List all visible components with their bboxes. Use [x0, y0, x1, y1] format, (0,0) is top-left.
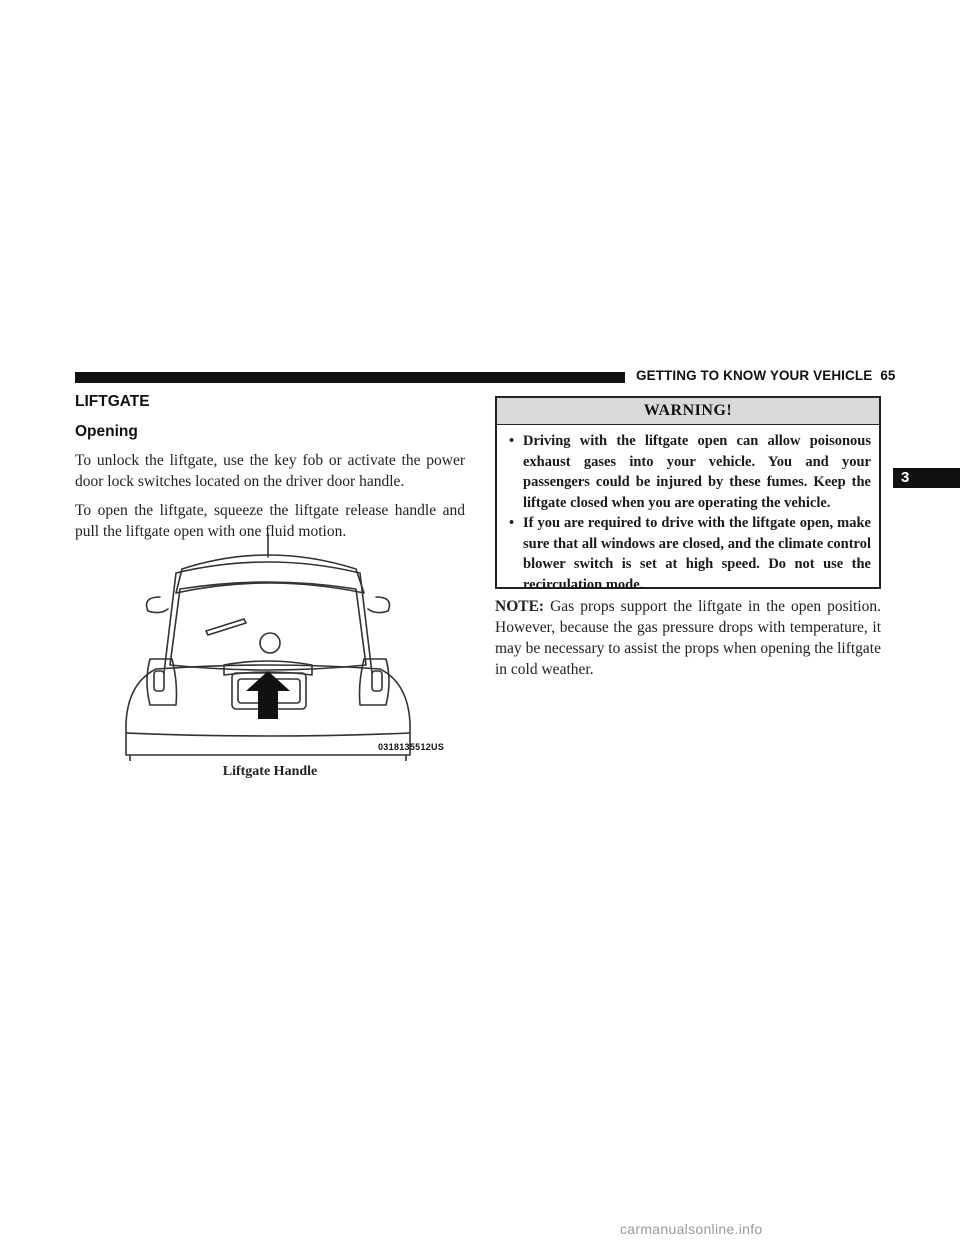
paragraph-unlock: To unlock the liftgate, use the key fob or activate the power door lock switches located on the driver door handle. — [75, 452, 465, 490]
warning-box — [495, 396, 881, 593]
page-number: 65 — [880, 368, 896, 383]
subsection-title: Opening — [75, 423, 138, 440]
warning-heading: WARNING! — [497, 398, 879, 425]
rear-window-frame — [164, 562, 372, 673]
bullet-icon: • — [509, 515, 515, 531]
running-header — [636, 368, 896, 383]
note-label: NOTE: — [495, 598, 545, 615]
warning-item: • Driving with the liftgate open can allow poisonous exhaust gases into your vehicle. You and your passengers could be injured by these fumes. Keep the liftgate closed when you are operating the vehicle. — [509, 433, 871, 511]
roof-spoiler — [176, 555, 364, 593]
header-rule — [75, 372, 625, 383]
left-column — [75, 392, 465, 542]
wiper-blade — [206, 619, 246, 635]
note-text: Gas props support the liftgate in the open position. However, because the gas pressure drops with temperature, it may be necessary to assist the props when opening the liftgate in cold weather. — [495, 598, 881, 678]
rear-window — [170, 582, 366, 670]
chapter-tab: 3 — [893, 468, 960, 488]
liftgate-figure — [120, 533, 476, 761]
paragraph-open: To open the liftgate, squeeze the liftgate release handle and pull the liftgate open with one fluid motion. — [75, 502, 465, 540]
right-column — [495, 596, 881, 680]
section-title: LIFTGATE — [75, 393, 150, 410]
warning-list — [497, 431, 879, 595]
left-mirror — [147, 597, 169, 613]
note-paragraph — [495, 596, 881, 680]
badge — [260, 633, 280, 653]
warning-item: • If you are required to drive with the liftgate open, make sure that all windows are closed, and the climate control blower switch is set at high speed. Do not use the recirculation mode. — [509, 515, 871, 593]
figure-caption: Liftgate Handle — [222, 764, 318, 779]
watermark: carmanualsonline.info — [620, 1221, 763, 1237]
figure-code: 0318135512US — [378, 742, 445, 752]
bullet-icon: • — [509, 433, 515, 449]
section-label: GETTING TO KNOW YOUR VEHICLE — [636, 368, 873, 383]
right-mirror — [368, 597, 390, 613]
